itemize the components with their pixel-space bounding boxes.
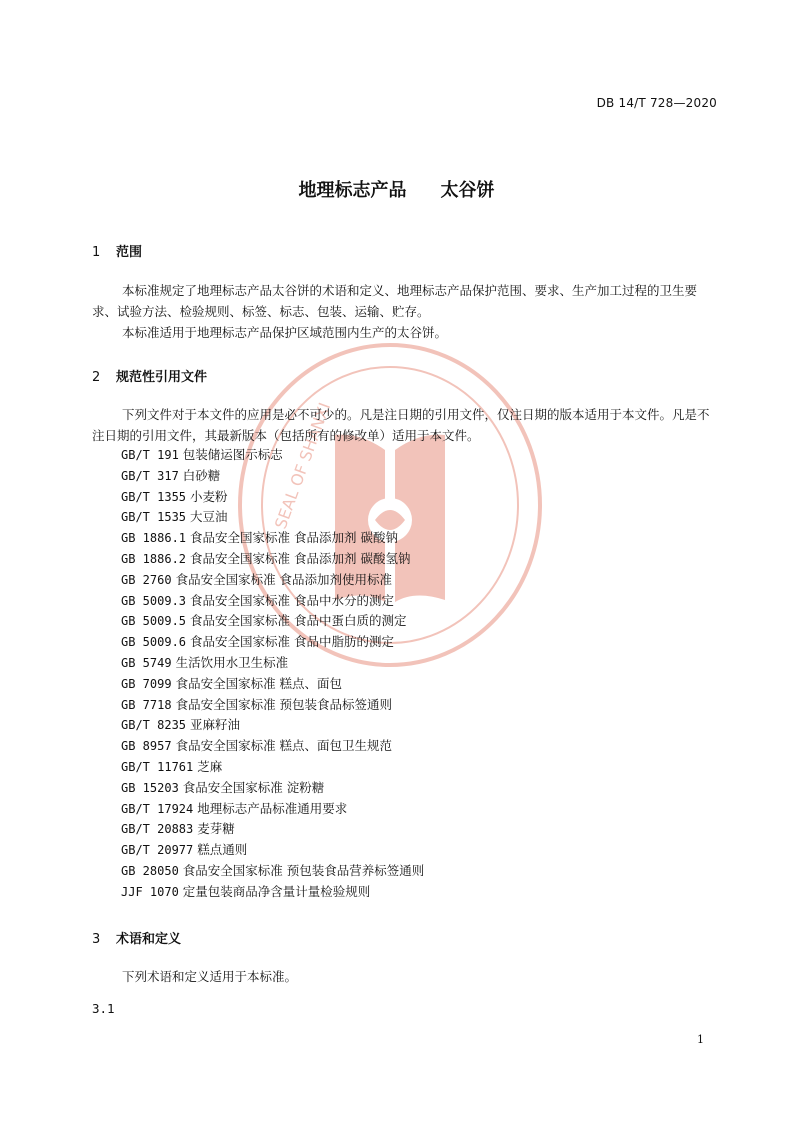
reference-code: GB/T 1355 (121, 489, 187, 504)
section-2-paragraph (92, 404, 720, 446)
reference-name: 生活饮用水卫生标准 (175, 654, 289, 670)
reference-name: 食品安全国家标准 食品中蛋白质的测定 (190, 613, 407, 629)
reference-item (121, 445, 424, 466)
reference-item (121, 528, 424, 549)
title-part-1: 地理标志产品 (298, 180, 407, 201)
scope-text: 本标准规定了地理标志产品太谷饼的术语和定义、地理标志产品保护范围、要求、生产加工过程的卫生要求、试验方法、检验规则、标签、标志、包装、运输、贮存。 (92, 283, 698, 319)
page-number: 1 (697, 1033, 704, 1046)
reference-item (121, 778, 424, 799)
section-3-paragraph (92, 966, 720, 987)
reference-name: 定量包装商品净含量计量检验规则 (182, 883, 371, 899)
normative-intro-text: 下列文件对于本文件的应用是必不可少的。凡是注日期的引用文件，仅注日期的版本适用于本文件。凡是不注日期的引用文件，其最新版本（包括所有的修改单）适用于本文件。 (92, 407, 710, 443)
section-3-heading (92, 928, 181, 947)
standard-code: DB 14/T 728—2020 (596, 96, 717, 110)
reference-item (121, 799, 424, 820)
reference-item (121, 507, 424, 528)
applicability-text: 本标准适用于地理标志产品保护区域范围内生产的太谷饼。 (122, 325, 448, 340)
section-1-title: 范围 (116, 245, 143, 260)
reference-item (121, 882, 424, 903)
reference-name: 白砂糖 (182, 467, 221, 483)
reference-item (121, 819, 424, 840)
reference-code: GB/T 20977 (121, 843, 194, 858)
section-2-number: 2 (92, 370, 101, 385)
reference-name: 食品安全国家标准 糕点、面包卫生规范 (175, 738, 393, 754)
reference-item (121, 570, 424, 591)
seal-text: SEAL OF SHANXI (270, 400, 335, 532)
reference-code: GB 28050 (121, 863, 179, 878)
reference-item (121, 466, 424, 487)
section-1-paragraph-1 (92, 280, 720, 322)
reference-code: GB 1886.1 (121, 531, 187, 546)
reference-item (121, 487, 424, 508)
reference-name: 食品安全国家标准 食品添加剂使用标准 (175, 571, 393, 587)
reference-item (121, 695, 424, 716)
section-2-heading (92, 366, 207, 385)
reference-code: GB 5009.3 (121, 593, 187, 608)
section-1-number: 1 (92, 245, 101, 260)
section-1-paragraph-2 (92, 322, 720, 343)
reference-code: GB/T 317 (121, 468, 179, 483)
reference-code: GB 5009.5 (121, 614, 187, 629)
reference-item (121, 715, 424, 736)
reference-name: 芝麻 (197, 758, 223, 774)
reference-name: 亚麻籽油 (190, 717, 241, 733)
reference-code: GB/T 191 (121, 448, 179, 462)
reference-code: GB/T 1535 (121, 510, 187, 525)
reference-name: 食品安全国家标准 淀粉糖 (182, 779, 325, 795)
reference-name: 食品安全国家标准 预包装食品营养标签通则 (182, 862, 425, 878)
reference-code: GB 1886.2 (121, 551, 187, 566)
section-3-number: 3 (92, 932, 101, 947)
section-2-title: 规范性引用文件 (116, 370, 208, 385)
reference-code: GB 5749 (121, 655, 172, 670)
reference-name: 食品安全国家标准 糕点、面包 (175, 675, 343, 691)
reference-name: 食品安全国家标准 预包装食品标签通则 (175, 696, 393, 712)
reference-name: 食品安全国家标准 食品中水分的测定 (190, 592, 394, 608)
reference-name: 食品安全国家标准 食品添加剂 碳酸氢钠 (190, 550, 411, 566)
reference-code: GB 7718 (121, 697, 172, 712)
reference-name: 地理标志产品标准通用要求 (197, 800, 348, 816)
reference-name: 麦芽糖 (197, 821, 235, 837)
section-3-title: 术语和定义 (116, 932, 182, 947)
reference-code: GB 7099 (121, 676, 172, 691)
reference-name: 小麦粉 (190, 488, 228, 504)
reference-name: 大豆油 (190, 509, 228, 525)
section-1-heading (92, 241, 142, 260)
reference-item (121, 611, 424, 632)
reference-code: GB/T 17924 (121, 801, 194, 816)
reference-item (121, 674, 424, 695)
document-title (0, 176, 793, 202)
reference-code: GB/T 20883 (121, 822, 194, 837)
reference-code: GB 8957 (121, 739, 172, 754)
reference-code: GB 5009.6 (121, 635, 187, 650)
title-part-2: 太谷饼 (440, 180, 495, 201)
reference-item (121, 653, 424, 674)
reference-item (121, 757, 424, 778)
reference-item (121, 549, 424, 570)
reference-code: GB/T 11761 (121, 759, 194, 774)
reference-name: 包装储运图示标志 (182, 447, 283, 462)
terms-intro-text: 下列术语和定义适用于本标准。 (122, 969, 298, 984)
reference-item (121, 861, 424, 882)
clause-number: 3.1 (92, 1001, 115, 1016)
reference-item (121, 591, 424, 612)
reference-name: 食品安全国家标准 食品中脂肪的测定 (190, 634, 394, 650)
reference-item (121, 736, 424, 757)
reference-code: GB 2760 (121, 572, 172, 587)
reference-code: GB/T 8235 (121, 718, 187, 733)
reference-list (121, 445, 424, 903)
reference-name: 糕点通则 (197, 842, 248, 858)
reference-item (121, 632, 424, 653)
reference-name: 食品安全国家标准 食品添加剂 碳酸钠 (190, 530, 398, 546)
reference-code: GB 15203 (121, 780, 179, 795)
reference-code: JJF 1070 (121, 884, 179, 899)
reference-item (121, 840, 424, 861)
